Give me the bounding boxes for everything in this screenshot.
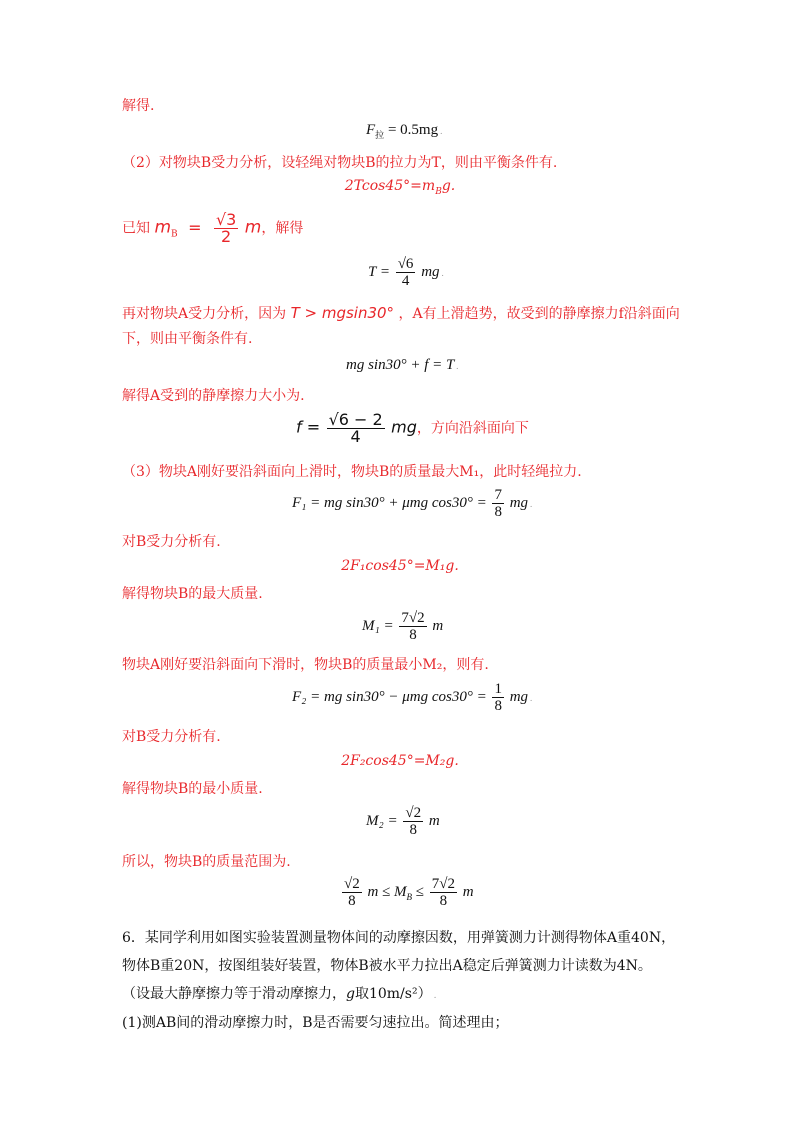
eq-lhs: F₁ = mg sin30° + μmg cos30° = — [292, 494, 487, 511]
fraction-denominator: 8 — [409, 822, 417, 838]
fraction-numerator: 1 — [494, 681, 502, 697]
fraction — [403, 805, 423, 838]
eq-expression-end: g. — [441, 178, 456, 194]
eq-variable: mg — [509, 494, 529, 511]
range-label: 所以，物块B的质量范围为. — [122, 854, 291, 870]
eq-variable: m — [462, 883, 474, 900]
analysis-b-label: 对B受力分析有. — [122, 534, 221, 550]
fraction-denominator: 8 — [494, 698, 502, 714]
given-label: 已知 — [122, 220, 150, 237]
eq-variable: mg — [509, 688, 529, 705]
equation-range — [340, 876, 474, 909]
text-line — [122, 779, 263, 799]
equation-M2 — [366, 805, 440, 838]
eq-lhs: F₂ = mg sin30° − μmg cos30° = — [292, 688, 487, 705]
eq-middle: m ≤ M — [367, 883, 407, 900]
question-6-line-3: （设最大静摩擦力等于滑动摩擦力，g取10m/s²） . — [122, 986, 437, 1002]
friction-label: 解得A受到的静摩擦力大小为. — [122, 388, 305, 404]
question-text: 物体B重20N，按图组装好装置，物体B被水平力拉出A稳定后弹簧测力计读数为4N。 — [122, 958, 652, 974]
text-line — [122, 655, 489, 675]
eq-expression: 2Tcos45°=m — [344, 178, 436, 194]
text-line — [122, 303, 680, 324]
eq-lhs: M₂ = — [366, 812, 398, 829]
equals-sign: = — [188, 217, 202, 237]
min-mass-intro: 物块A刚好要沿斜面向下滑时，物块B的质量最小M₂，则有. — [122, 657, 489, 673]
fraction-denominator: 4 — [401, 273, 410, 289]
min-mass-label: 解得物块B的最小质量. — [122, 781, 263, 797]
text-line — [122, 462, 582, 482]
gravity-symbol: g — [346, 986, 355, 1002]
fraction-numerator: √6 − 2 — [328, 410, 383, 429]
eq-expression: = 0.5mg — [387, 122, 439, 138]
question-text: 6．某同学利用如图实验装置测量物体间的动摩擦因数，用弹簧测力计测得物体A重40N， — [122, 930, 676, 946]
equation-balance-b — [0, 176, 800, 202]
text-line — [122, 727, 221, 747]
fraction-numerator: 7√2 — [401, 610, 425, 626]
le-sign: ≤ — [415, 883, 425, 900]
eq-variable: mg — [421, 263, 440, 280]
eq-lhs: f = — [296, 417, 321, 437]
equation-F2: F₂ = mg sin30° − μmg cos30° = $\frac{1}{8}$ mg . — [292, 681, 533, 714]
note-prefix: （设最大静摩擦力等于滑动摩擦力， — [122, 986, 346, 1002]
question-text: (1)测AB间的滑动摩擦力时，B是否需要匀速拉出。简述理由； — [122, 1015, 509, 1031]
analysis-a-suffix: ，A有上滑趋势，故受到的静摩擦力f沿斜面向 — [398, 306, 680, 322]
text-line — [122, 96, 154, 116]
equation-balance-a: mg sin30° + f = T . — [346, 357, 459, 373]
text-line — [122, 584, 263, 604]
fraction-denominator: 4 — [350, 427, 361, 446]
eq-expression: 2F₁cos45°=M₁g. — [341, 558, 459, 574]
equation-T: T = $\frac{√6}{4}$ mg . — [368, 256, 444, 289]
eq-subscript: B — [406, 891, 413, 902]
analysis-a-continued: 下，则由平衡条件有. — [122, 331, 253, 347]
question-6-line-1 — [122, 928, 675, 948]
eq-subscript: 拉 — [375, 130, 385, 140]
note-mid: 取 — [354, 986, 369, 1002]
fraction-numerator: √2 — [344, 876, 360, 892]
text-line — [122, 386, 305, 406]
fraction-denominator: 8 — [494, 504, 502, 520]
step-3-text: （3）物块A刚好要沿斜面向上滑时，物块B的质量最大M₁，此时轻绳拉力. — [122, 464, 582, 480]
text-line — [122, 153, 557, 173]
question-6-line-2 — [122, 956, 652, 976]
eq-symbol: F — [366, 122, 376, 138]
step-2-text: （2）对物块B受力分析，设轻绳对物块B的拉力为T，则由平衡条件有. — [122, 155, 558, 171]
equation-F2-balance — [0, 751, 800, 771]
note-suffix: ） — [417, 986, 432, 1002]
fraction-left — [342, 876, 362, 909]
text-line — [122, 329, 252, 349]
equation-friction — [296, 412, 529, 445]
eq-variable: m — [428, 812, 440, 829]
fraction — [327, 412, 385, 445]
fraction-right — [430, 876, 457, 909]
fraction-numerator: 7 — [494, 487, 502, 503]
fraction-denominator: 8 — [409, 627, 417, 643]
inequality: T > mgsin30° — [290, 304, 395, 322]
fraction-numerator: √3 — [215, 210, 237, 229]
mass-symbol: m — [154, 217, 172, 238]
max-mass-label: 解得物块B的最大质量. — [122, 586, 263, 602]
direction-note: ，方向沿斜面向下 — [416, 420, 529, 437]
eq-subscript: B — [435, 186, 442, 197]
eq-lhs: T = — [368, 263, 390, 280]
eq-variable: mg — [391, 417, 417, 437]
fraction — [399, 610, 426, 643]
analysis-b-label-2: 对B受力分析有. — [122, 729, 221, 745]
equation-F1-balance — [0, 556, 800, 576]
analysis-a-prefix: 再对物块A受力分析，因为 — [122, 306, 287, 322]
question-6-part-1 — [122, 1013, 509, 1033]
fraction-denominator: 8 — [439, 893, 448, 909]
given-suffix: ，解得 — [261, 220, 304, 237]
fraction-sqrt3-over-2 — [214, 212, 238, 245]
fraction — [492, 681, 504, 714]
fraction — [492, 487, 504, 520]
equation-tension: $F_拉 = 0.5mg$ . — [366, 122, 443, 140]
equation-M1 — [362, 610, 443, 643]
solve-label: 解得. — [122, 98, 155, 114]
text-line — [122, 532, 221, 552]
fraction-numerator: √2 — [405, 805, 422, 821]
fraction-denominator: 8 — [348, 893, 356, 909]
gravity-value: 10m/s² — [368, 986, 418, 1002]
eq-expression: mg sin30° + f = T — [346, 357, 455, 373]
mass-subscript: B — [171, 229, 178, 240]
eq-lhs: M₁ = — [362, 617, 394, 634]
eq-variable: m — [432, 617, 444, 634]
text-line-given — [122, 212, 303, 249]
text-line — [122, 852, 291, 872]
equation-F1: F₁ = mg sin30° + μmg cos30° = $\frac{7}{8}$ mg . — [292, 487, 533, 520]
eq-expression: 2F₂cos45°=M₂g. — [341, 753, 459, 769]
fraction-numerator: 7√2 — [431, 876, 456, 892]
mass-variable: m — [244, 217, 262, 238]
fraction — [396, 256, 416, 289]
fraction-denominator: 2 — [221, 227, 232, 246]
fraction-numerator: √6 — [397, 256, 414, 272]
